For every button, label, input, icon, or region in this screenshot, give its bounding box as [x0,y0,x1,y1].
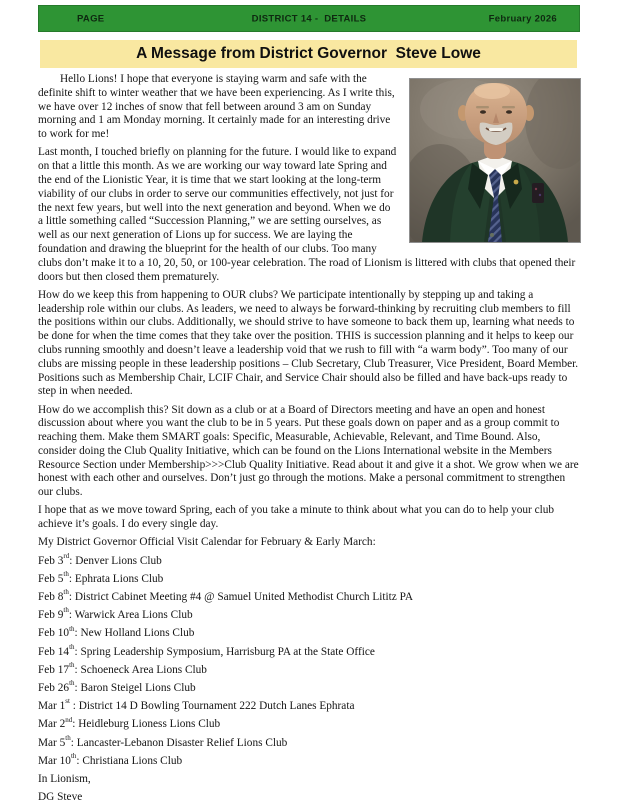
ordinal-suffix: th [69,679,75,688]
calendar-item-feb-8 [38,588,581,605]
ordinal-suffix: th [69,642,75,651]
governor-portrait-photo [409,78,581,243]
ordinal-suffix: th [70,751,77,760]
ordinal-suffix: th [63,606,69,615]
calendar-desc: : New Holland Lions Club [74,627,195,640]
calendar-item-mar-1 [38,697,581,714]
calendar-item-feb-3 [38,551,581,569]
calendar-desc: : Baron Steigel Lions Club [74,681,196,694]
calendar-date: Feb 14 [38,645,70,658]
calendar-date: Mar 5 [38,736,66,749]
ordinal-suffix: rd [63,551,70,560]
ordinal-suffix: th [69,624,75,633]
calendar-date: Feb 8 [38,591,64,604]
article-body [38,73,581,800]
article-title-banner [40,40,577,68]
photo-container [404,78,581,249]
calendar-date: Mar 1 [38,700,66,713]
calendar-date: Feb 17 [38,663,70,676]
ordinal-suffix: th [63,588,69,597]
governor-portrait-illustration [410,79,580,242]
closing-salutation: In Lionism, [38,772,91,785]
calendar-desc: : District 14 D Bowling Tournament 222 Dutch Lanes Ephrata [69,700,355,713]
header-page-label: PAGE [77,13,105,24]
calendar-item-feb-9 [38,606,581,623]
paragraph-greeting: Hello Lions! I hope that everyone is staying warm and safe with the definite shift to winter weather that we have been experiencing. As I write this, we have over 12 inches of snow that fell between around 3 am on Sunday morning and 1 am Monday morning. It certainly made for an interesting drive to work for me! [38,73,395,141]
paragraph-smart-goals: How do we accomplish this? Sit down as a club or at a Board of Directors meeting and have an open and honest discussion about where you want the club to be in 5 years. Put these goals down on paper and as a group commit to reaching them. Make them SMART goals: Specific, Measurable, Achievable, Relevant, and Time Bound. Also, consider doing the Club Quality Initiative, which can be found on the Lions International website in the Members Resource Section under Membership>>>Club Quality Initiative. Read about it and give it a shot. We grow when we are honest with each other and ourselves. Don’t just go through the motions. Make a personal commitment to strengthen our clubs. [38,403,579,499]
calendar-desc: : Warwick Area Lions Club [68,609,193,622]
ordinal-suffix: th [65,733,71,742]
calendar-item-feb-10 [38,624,581,641]
calendar-desc: : Heidleburg Lioness Lions Club [72,718,221,731]
ordinal-suffix: th [63,570,69,579]
calendar-item-feb-17 [38,661,581,678]
article-title: A Message from District Governor Steve Lowe [136,45,481,62]
calendar-item-feb-14 [38,642,581,660]
calendar-desc: : District Cabinet Meeting #4 @ Samuel United Methodist Church Lititz PA [68,591,414,604]
calendar-intro: My District Governor Official Visit Calendar for February & Early March: [38,536,376,549]
calendar-item-mar-10 [38,751,581,769]
calendar-date: Feb 26 [38,681,70,694]
ordinal-suffix: th [69,661,75,669]
ordinal-suffix: st [65,697,70,706]
calendar-date: Feb 9 [38,609,64,622]
calendar-date: Feb 5 [38,572,64,585]
calendar-date: Feb 10 [38,627,70,640]
closing-signature: DG Steve [38,791,83,800]
calendar-desc: : Spring Leadership Symposium, Harrisburg PA at the State Office [74,645,375,658]
calendar-desc: : Denver Lions Club [69,554,162,567]
paragraph-planning: Last month, I touched briefly on planning for the future. I would like to expand on that a little this month. As we are working our way toward late Spring and the end of the Lionistic Year, it is time that we start looking at the long-term viability of our clubs in order to serve our communities effectively, not just for the next few years, but well into the next generation and beyond. When we do a little something called “Succession Planning,” we are setting ourselves, as well as our next generation of Lions up for success. We are laying the foundation and drawing the blueprint for the health of our clubs. Too many clubs don’t make it to a 10, 20, 50, or 100-year celebration. The road of Lionism is littered with clubs that opened their doors but then closed them prematurely. [38,146,576,283]
header-date: February 2026 [488,13,557,24]
calendar-desc: : Ephrata Lions Club [68,572,164,585]
calendar-item-feb-26 [38,679,581,696]
paragraph-leadership: How do we keep this from happening to OUR clubs? We participate intentionally by stepping up and taking a leadership role within our clubs. As leaders, we need to always be forward-thinking by recruiting club members to fill the positions within our clubs. Additionally, we should strive to have someone to back them up, learning what needs to be done for when the time comes that they take over the position. THIS is succession planning and it helps to keep our clubs running smoothly and doesn’t leave a leadership void that we rush to fill with “a warm body”. Too many of our clubs are missing people in these leadership positions – Club Secretary, Club Treasurer, Vice President, Board Member. Positions such as Membership Chair, LCIF Chair, and Service Chair should also be filled and have back-ups ready to step in when needed. [38,288,579,398]
calendar-desc: : Christiana Lions Club [76,754,183,767]
calendar-date: Mar 2 [38,718,66,731]
paragraph-spring-hope: I hope that as we move toward Spring, each of you take a minute to think about what you can do to help your club achieve it’s goals. I do every single day. [38,504,555,531]
calendar-item-mar-5 [38,733,581,751]
calendar-desc: : Schoeneck Area Lions Club [74,663,207,676]
calendar-date: Mar 10 [38,754,71,767]
calendar-item-mar-2 [38,715,581,732]
calendar-desc: : Lancaster-Lebanon Disaster Relief Lions Club [70,736,288,749]
calendar-date: Feb 3 [38,554,64,567]
header-bar [38,5,580,32]
calendar-item-feb-5 [38,570,581,587]
header-district-label: DISTRICT 14 - DETAILS [251,13,367,24]
ordinal-suffix: nd [65,715,73,724]
